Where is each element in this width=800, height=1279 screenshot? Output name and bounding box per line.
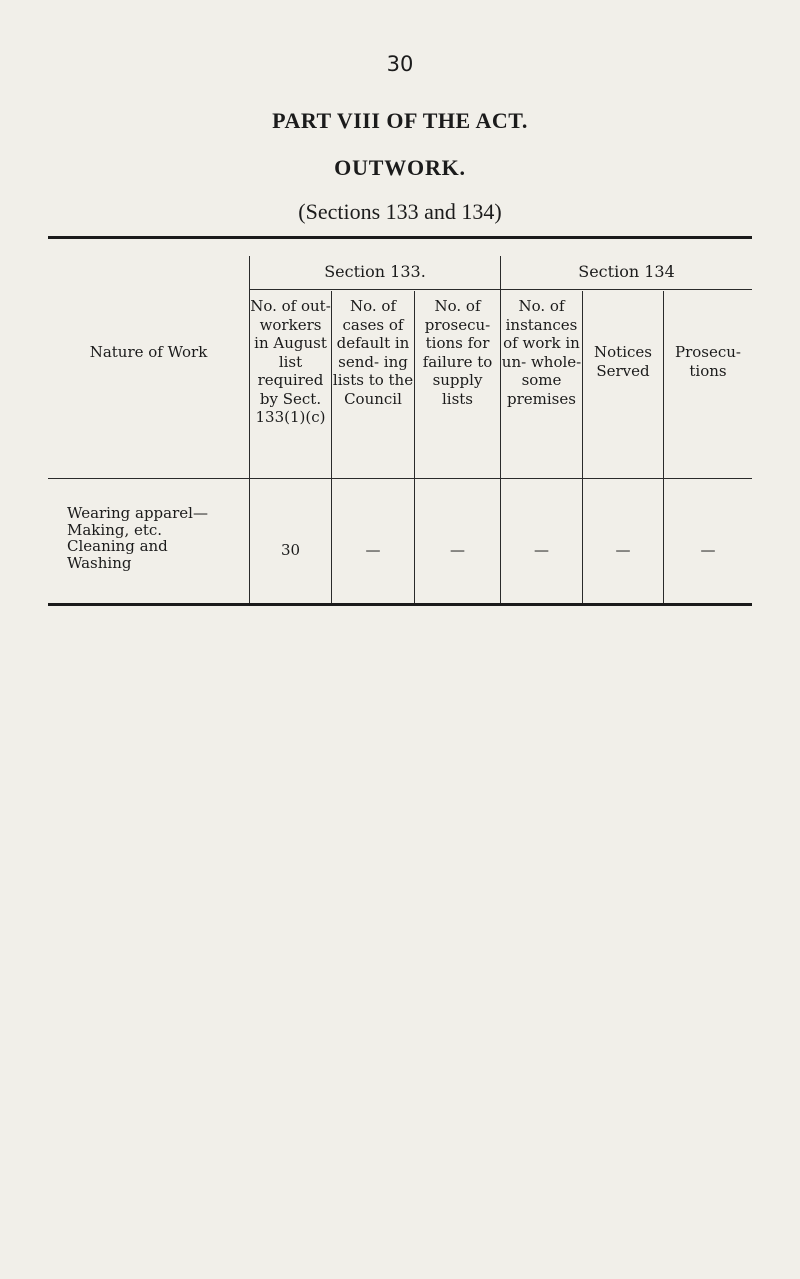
column-header-prosecutions-134: Prosecu- tions bbox=[675, 343, 741, 380]
table-cell-instances: — bbox=[534, 541, 549, 559]
group-header-section-134: Section 134 bbox=[578, 262, 675, 281]
column-header-outworkers: No. of out- workers in August list required by Sect. 133(1)(c) bbox=[250, 297, 331, 426]
group-header-section-133: Section 133. bbox=[324, 262, 426, 281]
page-subtitle: OUTWORK. bbox=[334, 155, 466, 180]
group-rule bbox=[501, 289, 752, 290]
column-header-default: No. of cases of default in send- ing lists to the Council bbox=[332, 297, 414, 408]
sections-note: (Sections 133 and 134) bbox=[298, 199, 502, 224]
page-number: 30 bbox=[386, 52, 414, 76]
table-cell-default: — bbox=[365, 541, 381, 559]
part-title: PART VIII OF THE ACT. bbox=[272, 108, 528, 133]
table-cell-prosecutions-134: — bbox=[700, 541, 716, 559]
group-rule bbox=[250, 289, 500, 290]
column-header-instances: No. of instances of work in un- whole- some premises bbox=[501, 297, 582, 408]
header-rule bbox=[48, 478, 752, 479]
column-header-notices: Notices Served bbox=[594, 343, 652, 380]
table-bottom-rule bbox=[48, 603, 752, 606]
outwork-table bbox=[48, 236, 752, 606]
column-header-prosecutions-133: No. of prosecu- tions for failure to supply lists bbox=[422, 297, 493, 408]
table-cell-notices: — bbox=[615, 541, 631, 559]
table-cell-outworkers: 30 bbox=[280, 541, 301, 559]
table-row-nature-of-work: Wearing apparel— Making, etc. Cleaning and Washing bbox=[67, 504, 208, 572]
table-cell-prosecutions-133: — bbox=[450, 541, 465, 559]
table-top-rule bbox=[48, 236, 752, 239]
column-header-nature: Nature of Work bbox=[89, 343, 208, 361]
